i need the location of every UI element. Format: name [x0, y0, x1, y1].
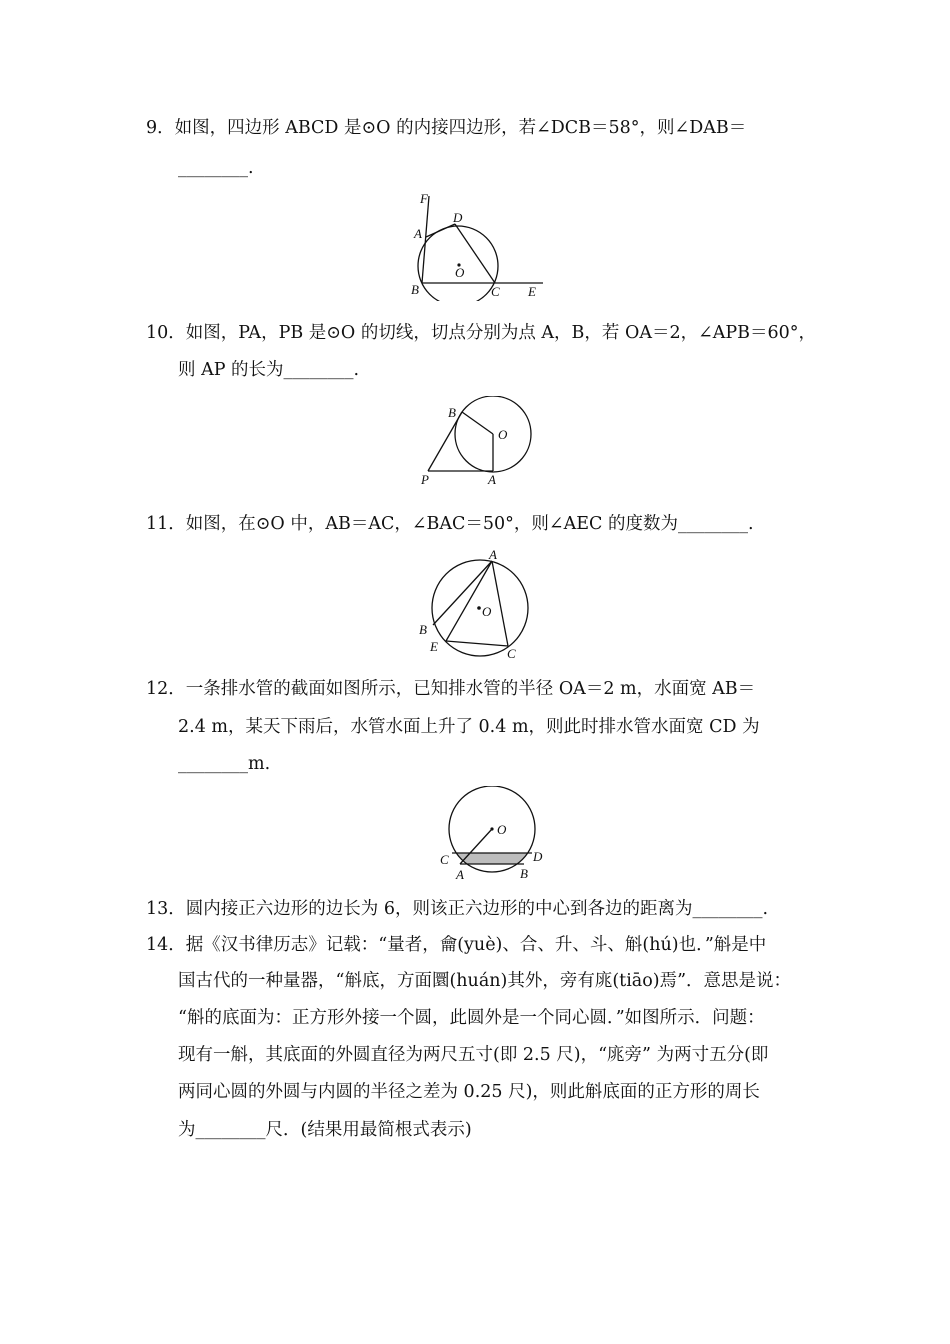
q9-figure	[400, 186, 550, 301]
q11-label-C: C	[507, 646, 516, 661]
q9-label-E: E	[528, 284, 536, 299]
q10-line-1: 10．如图，PA，PB 是⊙O 的切线，切点分别为点 A，B，若 OA＝2，∠APB＝60°，	[146, 323, 817, 343]
q13-line-1: 13．圆内接正六边形的边长为 6，则该正六边形的中心到各边的距离为________.	[146, 899, 769, 919]
q9-label-A: A	[414, 226, 422, 241]
q9-label-D: D	[453, 210, 463, 225]
q14-line-3: “斛的底面为：正方形外接一个圆，此圆外是一个同心圆．”如图所示．问题：	[178, 1008, 765, 1028]
q12-figure	[430, 786, 560, 886]
q10-line-2: 则 AP 的长为________.	[178, 360, 360, 380]
q11-label-E: E	[430, 639, 438, 654]
q9-label-O: O	[455, 265, 465, 280]
q14-line-1: 14．据《汉书律历志》记载：“量者，龠(yuè)、合、升、斗、斛(hú)也．”斛是中	[146, 935, 767, 955]
q12-label-C: C	[440, 852, 449, 867]
q11-line-1: 11．如图，在⊙O 中，AB＝AC，∠BAC＝50°，则∠AEC 的度数为________.	[146, 514, 754, 534]
q11-label-B: B	[419, 622, 427, 637]
q12-label-B: B	[520, 866, 528, 881]
q12-label-O: O	[497, 822, 507, 837]
q11-label-A: A	[489, 547, 497, 562]
q12-line-1: 12．一条排水管的截面如图所示，已知排水管的半径 OA＝2 m，水面宽 AB＝	[146, 679, 756, 699]
q12-label-D: D	[533, 849, 543, 864]
q12-line-2: 2.4 m，某天下雨后，水管水面上升了 0.4 m，则此时排水管水面宽 CD 为	[178, 717, 760, 737]
q14-line-6: 为________尺．(结果用最简根式表示)	[178, 1120, 472, 1140]
q14-line-5: 两同心圆的外圆与内圆的半径之差为 0.25 尺)，则此斛底面的正方形的周长	[178, 1082, 760, 1102]
q10-label-B: B	[448, 405, 456, 420]
q9-label-F: F	[420, 191, 428, 206]
q12-label-A: A	[456, 867, 464, 882]
q10-label-P: P	[421, 472, 429, 487]
q9-line-1: 9．如图，四边形 ABCD 是⊙O 的内接四边形，若∠DCB＝58°，则∠DAB＝	[146, 118, 747, 138]
q12-line-3: ________m.	[178, 754, 271, 774]
q9-answer-blank: ________.	[178, 158, 254, 178]
q11-label-O: O	[482, 604, 492, 619]
q14-line-4: 现有一斛，其底面的外圆直径为两尺五寸(即 2.5 尺)，“庣旁” 为两寸五分(即	[178, 1045, 769, 1065]
q9-label-C: C	[491, 284, 500, 299]
q10-label-A: A	[488, 472, 496, 487]
q9-label-B: B	[411, 282, 419, 297]
q14-line-2: 国古代的一种量器，“斛底，方面圜(huán)其外，旁有庣(tiāo)焉”．意思是说：	[178, 971, 792, 991]
q10-label-O: O	[498, 427, 508, 442]
q10-figure	[410, 396, 540, 490]
q11-figure	[410, 545, 540, 663]
